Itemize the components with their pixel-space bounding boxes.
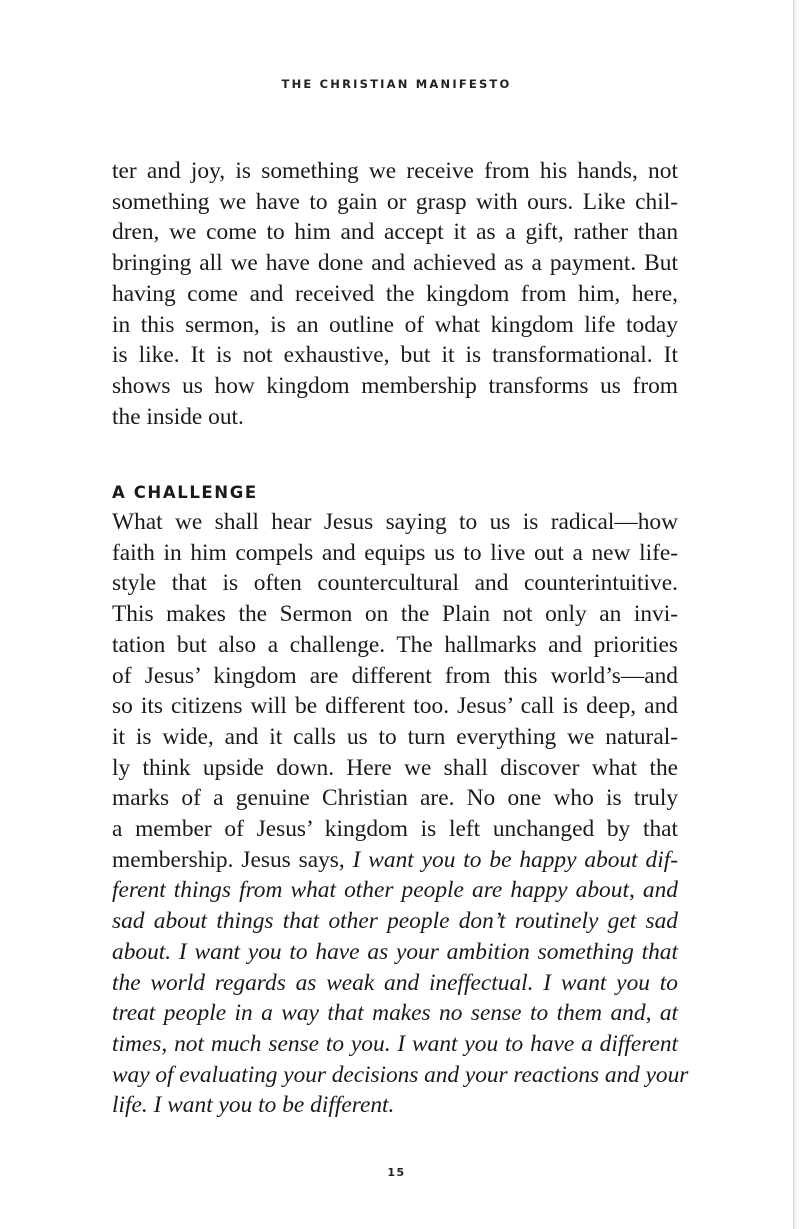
text-line-mixed [112,845,678,876]
text-line: What we shall hear Jesus saying to us is radical—how [112,509,679,535]
italic-quote-line: way of evaluating your decisions and your reactions and your [112,1061,689,1088]
italic-quote: I want you to be happy about dif- [352,846,679,873]
text-line: style that is often countercultural and counterintuitive. [112,570,678,597]
page-number: 15 [387,1166,406,1179]
text-line: so its citizens will be different too. Jesus’ call is deep, and [112,693,678,720]
section-heading: A CHALLENGE [112,483,258,502]
paragraph-challenge [112,507,689,1121]
italic-quote-line: treat people in a way that makes no sense to them and, at [112,1000,679,1027]
italic-quote-line: sad about things that other people don’t routinely get sad [112,908,678,935]
italic-quote-line: ferent things from what other people are happy about, and [112,877,678,904]
page-edge [793,0,800,1229]
text-line: shows us how kingdom membership transforms us from [112,372,678,399]
italic-quote-line: times, not much sense to you. I want you to have a different [112,1030,679,1057]
text-line: having come and received the kingdom from him, here, [112,280,679,307]
text-line: tation but also a challenge. The hallmarks and priorities [112,631,679,658]
text-line: the inside out. [112,403,244,430]
roman-text: membership. Jesus says, [112,846,353,873]
text-line: it is wide, and it calls us to turn everything we natural- [112,723,679,750]
text-line: This makes the Sermon on the Plain not only an invi- [112,601,679,628]
italic-quote-line: the world regards as weak and ineffectual. I want you to [112,969,678,996]
italic-quote-line: about. I want you to have as your ambition something that [112,938,678,965]
text-line: marks of a genuine Christian are. No one who is truly [112,785,679,812]
text-line: faith in him compels and equips us to live out a new life- [112,539,679,566]
text-line: a member of Jesus’ kingdom is left unchanged by that [112,816,679,843]
text-line: is like. It is not exhaustive, but it is transformational. It [112,342,678,369]
text-line: dren, we come to him and accept it as a gift, rather than [112,219,679,246]
text-line: of Jesus’ kingdom are different from this world’s—and [112,662,679,689]
paragraph-intro [112,156,678,432]
running-head: THE CHRISTIAN MANIFESTO [281,77,512,91]
text-line: something we have to gain or grasp with ours. Like chil- [112,188,679,215]
italic-quote-line: life. I want you to be different. [112,1092,395,1119]
text-line: ter and joy, is something we receive from his hands, not [112,158,678,184]
text-line: in this sermon, is an outline of what kingdom life today [112,311,678,338]
text-line: bringing all we have done and achieved as a payment. But [112,250,678,277]
text-line: ly think upside down. Here we shall discover what the [112,754,679,781]
